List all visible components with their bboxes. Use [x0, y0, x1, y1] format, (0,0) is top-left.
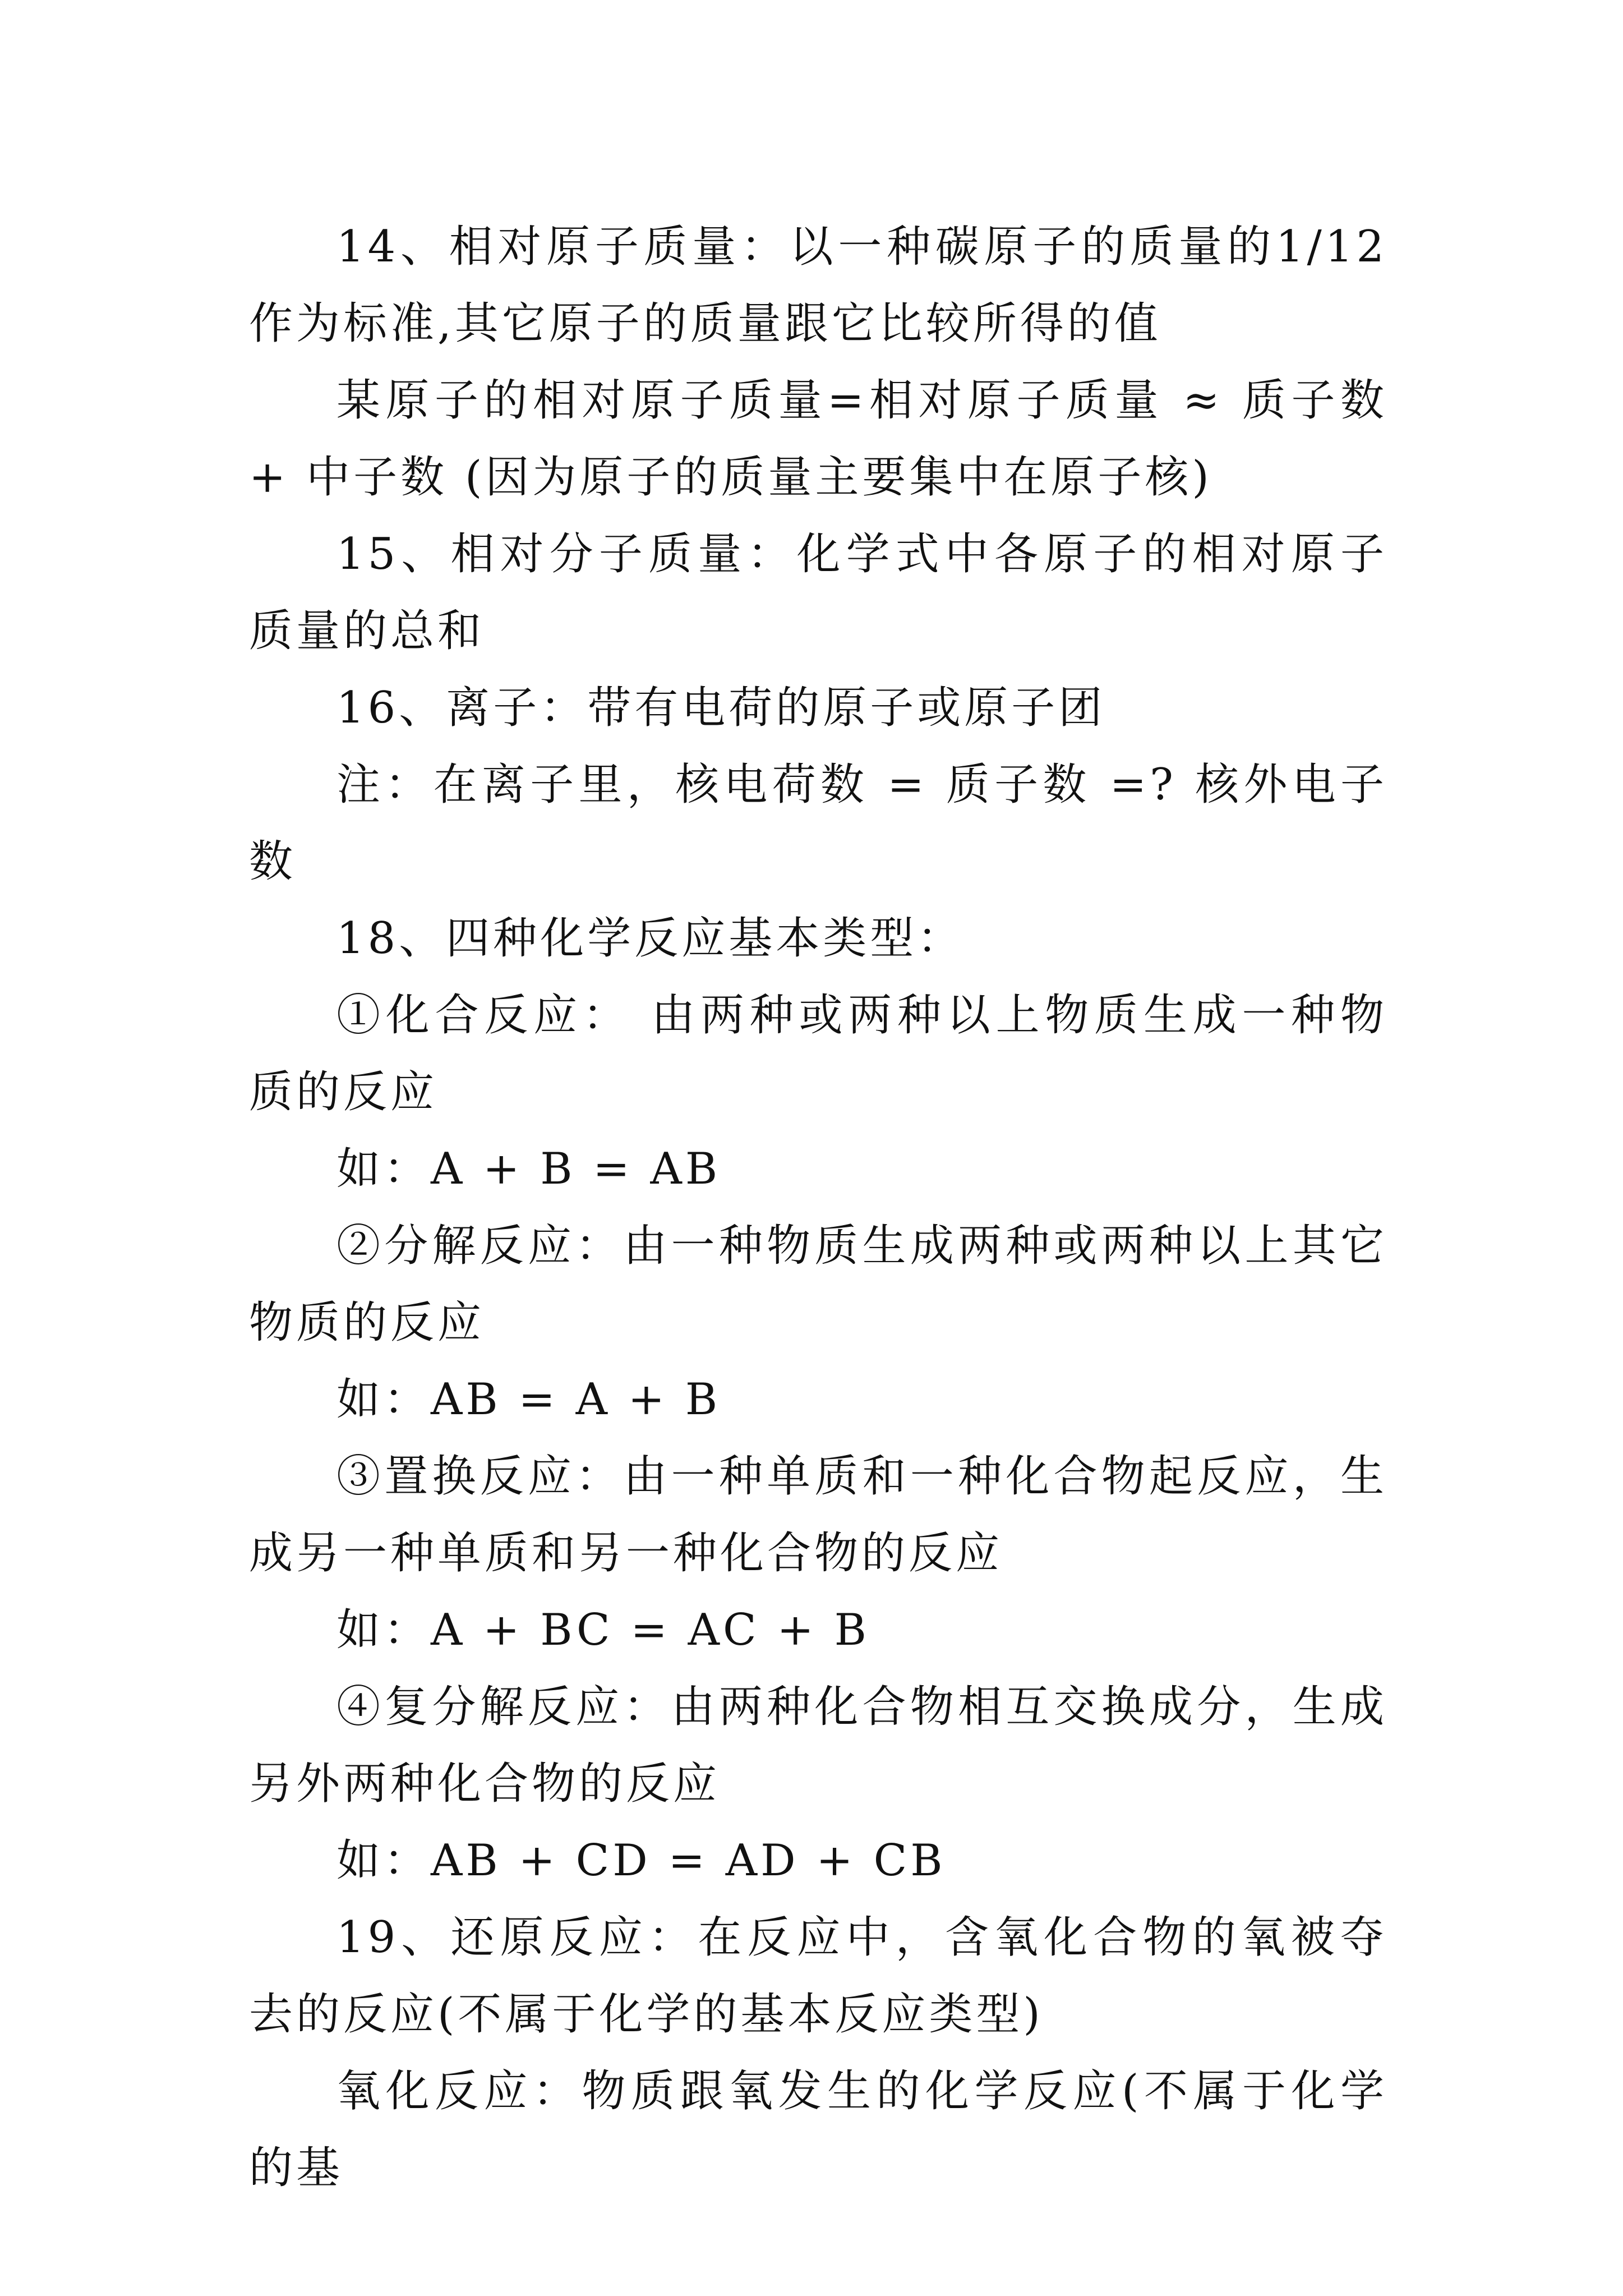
paragraph-displacement-reaction: ③置换反应：由一种单质和一种化合物起反应，生成另一种单质和另一种化合物的反应 [249, 1451, 1387, 1579]
paragraph-reaction-types-heading: 18、四种化学反应基本类型： [336, 913, 965, 964]
document-body [249, 209, 1387, 2207]
paragraph-atomic-mass-formula: 某原子的相对原子质量=相对原子质量 ≈ 质子数 + 中子数 (因为原子的质量主要集中在原子核) [249, 375, 1387, 503]
paragraph-combination-example: 如：A + B = AB [336, 1144, 721, 1194]
paragraph-ion-definition: 16、离子：带有电荷的原子或原子团 [336, 683, 1106, 733]
paragraph-reduction-reaction: 19、还原反应：在反应中，含氧化合物的氧被夺去的反应(不属于化学的基本反应类型) [249, 1912, 1387, 2040]
paragraph-decomposition-example: 如：AB = A + B [336, 1374, 721, 1425]
paragraph-relative-molecular-mass: 15、相对分子质量：化学式中各原子的相对原子质量的总和 [249, 529, 1387, 656]
paragraph-decomposition-reaction: ②分解反应：由一种物质生成两种或两种以上其它物质的反应 [249, 1221, 1387, 1348]
paragraph-ion-note: 注：在离子里，核电荷数 = 质子数 =? 核外电子数 [249, 760, 1387, 887]
paragraph-double-decomposition-example: 如：AB + CD = AD + CB [336, 1835, 946, 1886]
paragraph-combination-reaction: ①化合反应： 由两种或两种以上物质生成一种物质的反应 [249, 990, 1387, 1117]
paragraph-oxidation-reaction: 氧化反应：物质跟氧发生的化学反应(不属于化学的基 [249, 2066, 1387, 2193]
paragraph-relative-atomic-mass: 14、相对原子质量：以一种碳原子的质量的1/12作为标准,其它原子的质量跟它比较所得的值 [249, 222, 1387, 349]
paragraph-displacement-example: 如：A + BC = AC + B [336, 1605, 870, 1655]
paragraph-double-decomposition-reaction: ④复分解反应：由两种化合物相互交换成分，生成另外两种化合物的反应 [249, 1682, 1387, 1809]
